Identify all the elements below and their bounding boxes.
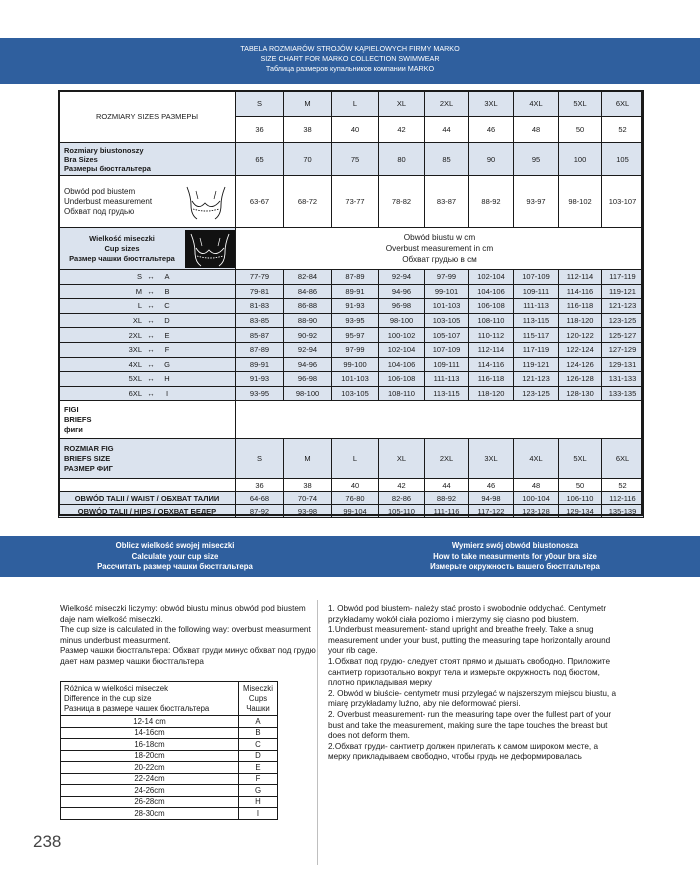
overbust-cell: 116-118 [559, 299, 602, 314]
overbust-cell: 93-95 [332, 313, 379, 328]
cup-row-size: 3XL [128, 345, 142, 355]
cup-row-size: 4XL [128, 359, 142, 369]
difference-cup-cell: A [239, 716, 278, 728]
cup-row-cup: H [164, 374, 170, 384]
overbust-cell: 93-95 [236, 386, 284, 401]
difference-range-cell: 22-24cm [61, 773, 239, 785]
overbust-cell: 106-108 [469, 299, 514, 314]
bidirectional-arrow-icon: ↔ [147, 330, 155, 340]
label-line: Bra Sizes [64, 154, 98, 164]
overbust-cell: 97-99 [425, 270, 469, 285]
overbust-cell: 112-114 [469, 342, 514, 357]
cup-row-cup: B [164, 286, 170, 296]
overbust-cell: 113-115 [425, 386, 469, 401]
label-line: Cup sizes [104, 243, 140, 253]
size-number-cell: 50 [559, 117, 602, 143]
overbust-cell: 90-92 [284, 328, 332, 343]
overbust-cell: 79-81 [236, 284, 284, 299]
label-line: РАЗМЕР ФИГ [64, 463, 113, 473]
size-number-cell: 42 [379, 117, 425, 143]
waist-label-cell: OBWÓD TALII / WAIST / ОБХВАТ ТАЛИИ [59, 492, 236, 505]
overbust-cell: 86-88 [284, 299, 332, 314]
brief-number-cell: 38 [284, 479, 332, 492]
brief-number-cell: 48 [514, 479, 559, 492]
bra-measure-heading-en: How to take measurments for y0our bra size [433, 551, 597, 561]
overbust-cell: 102-104 [469, 270, 514, 285]
label-line: FIGI [64, 404, 79, 414]
overbust-cell: 118-120 [559, 313, 602, 328]
overbust-cell: 123-125 [514, 386, 559, 401]
overbust-cell: 98-100 [379, 313, 425, 328]
label-line: Obwód pod biustem [64, 186, 136, 196]
header-line-pl: TABELA ROZMIARÓW STROJÓW KĄPIELOWYCH FIRMY MARKO [240, 44, 460, 53]
measure-instructions-text [328, 604, 618, 763]
hips-cell: 93-98 [284, 505, 332, 518]
overbust-cell: 97-99 [332, 342, 379, 357]
label-line: Overbust measurement in cm [385, 244, 494, 253]
overbust-cell: 94-96 [284, 357, 332, 372]
overbust-cell: 128-130 [559, 386, 602, 401]
hips-cell: 87-92 [236, 505, 284, 518]
overbust-cell: 129-131 [602, 357, 644, 372]
overbust-cell: 108-110 [469, 313, 514, 328]
waist-cell: 76-80 [332, 492, 379, 505]
overbust-cell: 101-103 [425, 299, 469, 314]
overbust-cell: 109-111 [514, 284, 559, 299]
brief-size-cell: 4XL [514, 439, 559, 479]
label-line: Underbust measurement [64, 196, 153, 206]
size-number-cell: 48 [514, 117, 559, 143]
cup-row-size: 2XL [128, 330, 142, 340]
brief-size-cell: M [284, 439, 332, 479]
overbust-cell: 125-127 [602, 328, 644, 343]
waist-cell: 94-98 [469, 492, 514, 505]
waist-cell: 100-104 [514, 492, 559, 505]
overbust-cell: 111-113 [514, 299, 559, 314]
bra-measure-heading-ru: Измерьте окружность вашего бюстгальтера [430, 562, 600, 571]
overbust-cell: 110-112 [469, 328, 514, 343]
bidirectional-arrow-icon: ↔ [147, 286, 155, 296]
header-line-ru: Таблица размеров купальников компании MARKO [265, 64, 435, 73]
overbust-cell: 126-128 [559, 372, 602, 387]
label-line: BRIEFS SIZE [64, 453, 111, 463]
overbust-cell: 121-123 [514, 372, 559, 387]
overbust-cell: 91-93 [236, 372, 284, 387]
overbust-cell: 120-122 [559, 328, 602, 343]
brief-number-cell: 46 [469, 479, 514, 492]
waist-cell: 64-68 [236, 492, 284, 505]
bidirectional-arrow-icon: ↔ [147, 345, 155, 355]
overbust-cell: 85-87 [236, 328, 284, 343]
label-line: фиги [64, 424, 83, 434]
overbust-cell: 101-103 [332, 372, 379, 387]
overbust-cell: 117-119 [514, 342, 559, 357]
overbust-cell: 92-94 [379, 270, 425, 285]
size-cell: XL [379, 91, 425, 117]
cup-difference-row [61, 808, 278, 820]
cup-difference-row [61, 773, 278, 785]
brief-size-cell: 6XL [602, 439, 644, 479]
header-line-en: SIZE CHART FOR MARKO COLLECTION SWIMWEAR [260, 54, 440, 63]
brief-size-cell: S [236, 439, 284, 479]
brief-size-cell: XL [379, 439, 425, 479]
overbust-cell: 121-123 [602, 299, 644, 314]
overbust-cell: 113-115 [514, 313, 559, 328]
cup-difference-header [61, 682, 278, 716]
cup-row-size: 6XL [128, 389, 142, 399]
bra-size-cell: 65 [236, 143, 284, 176]
overbust-cell: 107-109 [514, 270, 559, 285]
cup-difference-row [61, 762, 278, 774]
hips-cell: 129-134 [559, 505, 602, 518]
overbust-instruction-pl: 2. Obwód w biuście- centymetr musi przylegać w najszerszym miejscu biustu, a miarę przykładamy luźno, aby nie deformować piersi. [328, 688, 617, 709]
cups-header-pl: Miseczki [243, 684, 273, 693]
size-cell: 5XL [559, 91, 602, 117]
cup-row-cup: A [164, 272, 170, 282]
underbust-instruction-ru: 1.Обхват под грудю- следует стоят прямо и дышать свободно. Приложите сантиетр горизотально вокруг тела и измерьте окружность под бюстом, плотно прикладывая мерку [328, 656, 611, 688]
difference-header-en: Difference in the cup size [64, 694, 152, 703]
difference-cup-cell: B [239, 727, 278, 739]
bra-size-cell: 100 [559, 143, 602, 176]
overbust-cell: 100-102 [379, 328, 425, 343]
overbust-cell: 89-91 [236, 357, 284, 372]
overbust-cell: 124-126 [559, 357, 602, 372]
difference-cup-cell: H [239, 796, 278, 808]
overbust-cell: 91-93 [332, 299, 379, 314]
overbust-instruction-en: 2. Overbust measurement- run the measuring tape over the fullest part of your bust and take the measurement, making sure the tape touches the breast but does not deform them. [328, 709, 612, 741]
overbust-cell: 98-100 [284, 386, 332, 401]
cup-calc-text-pl: Wielkość miseczki liczymy: obwód biustu minus obwód pod biustem daje nam wielkość miseczki. [60, 604, 306, 624]
hips-cell: 123-128 [514, 505, 559, 518]
cup-row-cup: G [164, 359, 170, 369]
overbust-cell: 96-98 [284, 372, 332, 387]
cup-row-cup: F [164, 345, 170, 355]
label-line: Размер чашки бюстгальтера [69, 253, 175, 263]
overbust-cell: 102-104 [379, 342, 425, 357]
underbust-instruction-pl: 1. Obwód pod biustem- należy stać prosto i swobodnie oddychać. Centymetr przykładamy wokół ciała poziomo i mierzymy się ciasno pod biustem. [328, 604, 607, 624]
difference-range-cell: 16-18cm [61, 739, 239, 751]
bra-measure-heading-pl: Wymierz swój obwód biustonosza [451, 541, 579, 550]
brief-number-cell: 44 [425, 479, 469, 492]
size-number-cell: 38 [284, 117, 332, 143]
overbust-cell: 106-108 [379, 372, 425, 387]
overbust-cell: 114-116 [559, 284, 602, 299]
label-line: BRIEFS [64, 414, 92, 424]
bra-size-cell: 95 [514, 143, 559, 176]
label-line: Обхват под грудью [64, 206, 135, 216]
overbust-cell: 87-89 [332, 270, 379, 285]
cup-size-heading-pl: Oblicz wielkość swojej miseczki [115, 541, 235, 550]
difference-cup-cell: C [239, 739, 278, 751]
hips-cell: 111-116 [425, 505, 469, 518]
overbust-cell: 127-129 [602, 342, 644, 357]
cup-row-size: S [136, 272, 142, 282]
overbust-cell: 118-120 [469, 386, 514, 401]
brief-size-cell: 3XL [469, 439, 514, 479]
underbust-cell: 103-107 [602, 176, 644, 228]
waist-cell: 106-110 [559, 492, 602, 505]
overbust-cell: 81-83 [236, 299, 284, 314]
header-band [0, 38, 700, 84]
overbust-cell: 104-106 [379, 357, 425, 372]
brief-size-cell: L [332, 439, 379, 479]
overbust-cell: 89-91 [332, 284, 379, 299]
overbust-cell: 103-105 [425, 313, 469, 328]
underbust-cell: 83-87 [425, 176, 469, 228]
brief-number-cell: 40 [332, 479, 379, 492]
overbust-cell: 119-121 [602, 284, 644, 299]
bidirectional-arrow-icon: ↔ [147, 301, 155, 311]
label-line: Wielkość miseczki [89, 233, 155, 243]
difference-range-cell: 18-20cm [61, 750, 239, 762]
cup-difference-row [61, 739, 278, 751]
underbust-cell: 98-102 [559, 176, 602, 228]
overbust-cell: 107-109 [425, 342, 469, 357]
overbust-cell: 117-119 [602, 270, 644, 285]
column-divider [317, 600, 318, 865]
hips-cell: 135-139 [602, 505, 644, 518]
overbust-cell: 84-86 [284, 284, 332, 299]
size-number-cell: 36 [236, 117, 284, 143]
bidirectional-arrow-icon: ↔ [147, 316, 155, 326]
size-cell: 4XL [514, 91, 559, 117]
cups-header-en: Cups [248, 694, 268, 703]
overbust-cell: 131-133 [602, 372, 644, 387]
difference-cup-cell: E [239, 762, 278, 774]
overbust-cell: 103-105 [332, 386, 379, 401]
cup-calc-text [60, 604, 320, 668]
overbust-cell: 116-118 [469, 372, 514, 387]
difference-cup-cell: I [239, 808, 278, 820]
bra-measure-heading [350, 541, 680, 573]
difference-range-cell: 26-28cm [61, 796, 239, 808]
waist-cell: 112-116 [602, 492, 644, 505]
label-line: Размеры бюстгальтера [64, 163, 151, 173]
sizes-label: ROZMIARY SIZES РАЗМЕРЫ [96, 112, 198, 121]
difference-range-cell: 20-22cm [61, 762, 239, 774]
difference-range-cell: 12-14 cm [61, 716, 239, 728]
underbust-cell: 73-77 [332, 176, 379, 228]
overbust-cell: 83-85 [236, 313, 284, 328]
difference-cup-cell: D [239, 750, 278, 762]
size-number-cell: 52 [602, 117, 644, 143]
label-line: Obwód biustu w cm [403, 233, 476, 242]
instructions-band [0, 536, 700, 577]
overbust-cell: 112-114 [559, 270, 602, 285]
overbust-cell: 99-101 [425, 284, 469, 299]
overbust-cell: 105-107 [425, 328, 469, 343]
cup-row-size: L [137, 301, 142, 311]
difference-range-cell: 28-30cm [61, 808, 239, 820]
difference-header-pl: Różnica w wielkości miseczek [64, 684, 168, 693]
bra-size-cell: 75 [332, 143, 379, 176]
underbust-cell: 78-82 [379, 176, 425, 228]
cup-difference-table [60, 681, 278, 820]
cups-header-ru: Чашки [246, 704, 270, 713]
difference-range-cell: 24-26cm [61, 785, 239, 797]
overbust-cell: 104-106 [469, 284, 514, 299]
underbust-cell: 63-67 [236, 176, 284, 228]
bidirectional-arrow-icon: ↔ [147, 374, 155, 384]
difference-header-ru: Разница в размере чашек бюстгальтера [64, 704, 210, 713]
underbust-cell: 88-92 [469, 176, 514, 228]
waist-cell: 70-74 [284, 492, 332, 505]
difference-cup-cell: G [239, 785, 278, 797]
overbust-cell: 108-110 [379, 386, 425, 401]
brief-size-cell: 2XL [425, 439, 469, 479]
bra-size-cell: 105 [602, 143, 644, 176]
size-cell: 3XL [469, 91, 514, 117]
bra-size-cell: 70 [284, 143, 332, 176]
cup-row-cup: E [164, 330, 170, 340]
cup-difference-row [61, 750, 278, 762]
size-number-cell: 40 [332, 117, 379, 143]
hips-cell: 99-104 [332, 505, 379, 518]
bra-size-cell: 90 [469, 143, 514, 176]
overbust-cell: 111-113 [425, 372, 469, 387]
overbust-cell: 82-84 [284, 270, 332, 285]
size-cell: S [236, 91, 284, 117]
cup-row-cup: I [165, 389, 169, 399]
cups-header-cell [239, 682, 278, 716]
cup-row-size: XL [132, 316, 142, 326]
page-number: 238 [33, 832, 62, 851]
difference-range-cell: 14-16cm [61, 727, 239, 739]
overbust-cell: 114-116 [469, 357, 514, 372]
bra-size-cell: 85 [425, 143, 469, 176]
underbust-cell: 93-97 [514, 176, 559, 228]
overbust-cell: 119-121 [514, 357, 559, 372]
size-cell: M [284, 91, 332, 117]
overbust-cell: 94-96 [379, 284, 425, 299]
size-chart-frame [58, 90, 643, 516]
cup-size-heading-en: Calculate your cup size [131, 551, 219, 561]
bidirectional-arrow-icon: ↔ [147, 272, 155, 282]
difference-header-cell [61, 682, 239, 716]
overbust-cell: 115-117 [514, 328, 559, 343]
size-number-cell: 44 [425, 117, 469, 143]
size-cell: 6XL [602, 91, 644, 117]
cup-size-heading-ru: Рассчитать размер чашки бюстгальтера [97, 562, 253, 571]
cup-calc-text-en: The cup size is calculated in the following way: overbust measurment minus underbust measurment. [60, 625, 311, 645]
size-cell: 2XL [425, 91, 469, 117]
overbust-instruction-ru: 2.Обхват груди- сантиетр должен прилегать к самом широком месте, а мерку прикладываем свободно, чтобы грудь не деформировалась [328, 741, 599, 762]
label-line: Rozmiary biustonoszy [64, 145, 144, 155]
cup-size-heading [10, 541, 340, 573]
underbust-instruction-en: 1.Underbust measurement- stand upright and breathe freely. Take a snug measurement under your bust, putting the measuring tape horizontally around your rib cage. [328, 625, 611, 656]
label-line: ROZMIAR FIG [64, 443, 114, 453]
brief-number-cell: 36 [236, 479, 284, 492]
label-line: Обхват грудью в см [402, 255, 477, 264]
cup-difference-row [61, 796, 278, 808]
waist-cell: 88-92 [425, 492, 469, 505]
hips-cell: 117-122 [469, 505, 514, 518]
overbust-cell: 95-97 [332, 328, 379, 343]
hips-label-cell: OBWÓD TALII / HIPS / ОБХВАТ БЕДЕР [59, 505, 236, 518]
overbust-cell: 96-98 [379, 299, 425, 314]
cup-difference-row [61, 785, 278, 797]
cup-difference-row [61, 716, 278, 728]
waist-cell: 82-86 [379, 492, 425, 505]
overbust-cell: 123-125 [602, 313, 644, 328]
overbust-cell: 122-124 [559, 342, 602, 357]
bidirectional-arrow-icon: ↔ [147, 359, 155, 369]
overbust-cell: 77-79 [236, 270, 284, 285]
difference-cup-cell: F [239, 773, 278, 785]
overbust-cell: 92-94 [284, 342, 332, 357]
brief-size-cell: 5XL [559, 439, 602, 479]
size-cell: L [332, 91, 379, 117]
cup-row-size: 5XL [128, 374, 142, 384]
overbust-cell: 87-89 [236, 342, 284, 357]
underbust-cell: 68-72 [284, 176, 332, 228]
cup-difference-row [61, 727, 278, 739]
bidirectional-arrow-icon: ↔ [147, 389, 155, 399]
cup-row-size: M [135, 286, 142, 296]
brief-number-cell: 52 [602, 479, 644, 492]
brief-number-cell: 42 [379, 479, 425, 492]
overbust-cell: 99-100 [332, 357, 379, 372]
size-number-cell: 46 [469, 117, 514, 143]
brief-number-cell: 50 [559, 479, 602, 492]
cup-row-cup: D [164, 316, 170, 326]
bra-size-cell: 80 [379, 143, 425, 176]
cup-row-cup: C [164, 301, 170, 311]
overbust-cell: 133-135 [602, 386, 644, 401]
hips-cell: 105-110 [379, 505, 425, 518]
overbust-cell: 109-111 [425, 357, 469, 372]
overbust-cell: 88-90 [284, 313, 332, 328]
cup-calc-text-ru: Размер чашки бюстгальтера: Обхват груди минус обхват под грудю дает нам размер чашки бюстгальтера [60, 646, 316, 666]
